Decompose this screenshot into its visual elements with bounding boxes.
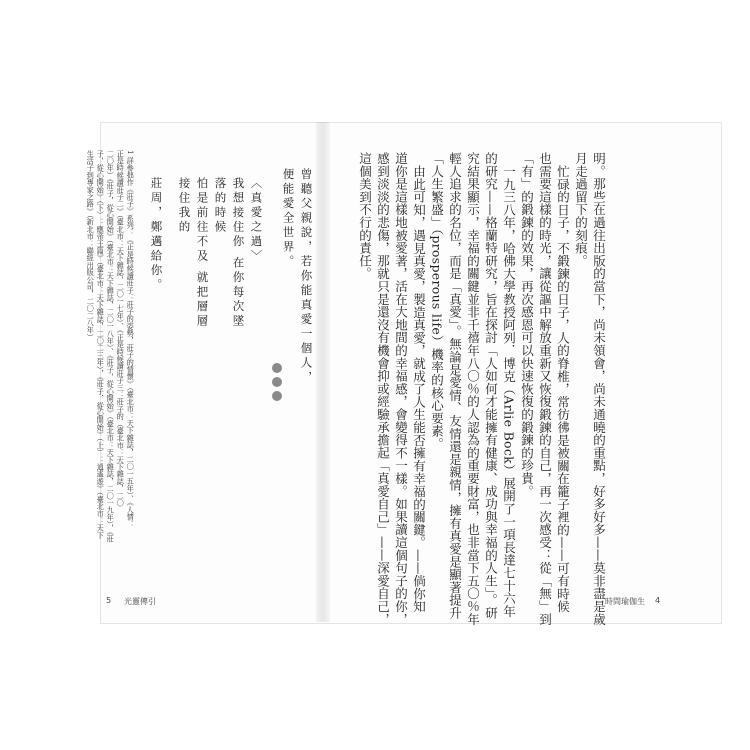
body-line: 一九三八年，哈佛大學教授阿列．博克（Arlie Bock）展開了一項長達七十六年	[501, 165, 517, 618]
poem-signoff: 莊周，鄭邁給你。	[149, 177, 164, 293]
body-line: 月走過留下的刻痕。	[573, 152, 589, 268]
poem-line: 接住我的	[177, 177, 192, 235]
body-line: 輕人追求的名位，而是「真愛」。無論是愛情、友情還是親情，擁有真愛是顯著提升	[447, 152, 463, 620]
body-line: 道你是這樣地被愛著，活在大地間的幸福感，會變得不一樣。如果讀這個句子的你，	[393, 152, 409, 626]
body-line: 的研究——格蘭特研究，旨在探討「人如何才能擁有健康、成功與幸福的人生」。研	[483, 152, 499, 620]
poem-title: 〈真愛之過〉	[249, 177, 264, 264]
section-divider-dots	[271, 363, 283, 405]
running-head: 光靈傳引	[124, 597, 156, 606]
poem-line: 便能愛全世界。	[281, 168, 296, 270]
footnote-line: 正是時候讀莊子二》（臺北市：天下雜誌，二〇一七年）、《正是時候讀莊子三：莊子的（臺北市：天下雜誌，二〇	[116, 150, 126, 507]
body-line: 「人生繁盛」（prosperous life）機率的核心要素。	[429, 152, 445, 451]
body-line: 這個美到不行的責任。	[357, 152, 373, 280]
body-line: 明。那些在過往出版的當下，尚未領會，尚未通曉的重點，好多好多——莫非盡是歲	[591, 152, 607, 626]
page-number: 4	[655, 596, 661, 605]
running-head: 時間瑜伽生	[605, 597, 645, 606]
body-line: 忙碌的日子，不鍛鍊的日子，人的脊椎，常彷彿是被關在籠子裡的——可有時候	[555, 165, 571, 613]
body-line: 感到淡淡的悲傷，那就只是還沒有機會抑或經驗承擔起「真愛自己」——深愛自己，	[375, 152, 391, 626]
poem-line: 我想接住你 在你每次墜	[231, 177, 246, 329]
book-gutter	[316, 122, 330, 622]
body-line: 也需要這樣的時光，讓從謳中解放重新又恢復鍛鍊的自己，再一次感受：從「無」到	[537, 152, 553, 626]
poem-line: 落的時候	[213, 177, 228, 235]
body-line: 究結果顯示，幸福的關鍵並非千禧年八〇％的人認為的重要財富，也非當下五〇％年	[465, 152, 481, 626]
body-line: 由此可知，遇見真愛，製造真愛，就成了人生能否擁有幸福的關鍵。——倘你知	[411, 165, 427, 613]
poem-line: 怕是前往不及 就把層層	[195, 177, 210, 329]
book-spread	[100, 122, 722, 624]
poem-line: 曾聽父親說，若你能真愛一個人，	[299, 168, 314, 386]
footnote-line: 子，從心開始》（下）：應帝王篇》（臺北市：天下雜誌，二〇二三年），《莊子．從心開始》（上）：逍遙遊》（臺北市：天下	[96, 150, 106, 539]
page-number: 5	[106, 596, 112, 605]
footnote-line: 生活子到專家之路》（新北市：聯經出版公司，二〇二八年）	[86, 150, 96, 341]
footnote-line: 二〇年）《莊子，從心開始》（臺北市：天下雜誌，二〇一八年）、《莊子，從心開始》（臺北市：天下雜誌，二〇一九年），《莊	[106, 150, 116, 543]
body-line: 「有」的鍛鍊的效果，再次感恩可以快速恢復的鍛鍊的珍貴。	[519, 152, 535, 498]
footnote-line: 1 詳參拙作《莊子》系列：《正是時候讀莊子：莊子的姿勢，莊子的情懷》（臺北市：天下雜誌，二〇一五年）、《人情：	[126, 150, 136, 528]
